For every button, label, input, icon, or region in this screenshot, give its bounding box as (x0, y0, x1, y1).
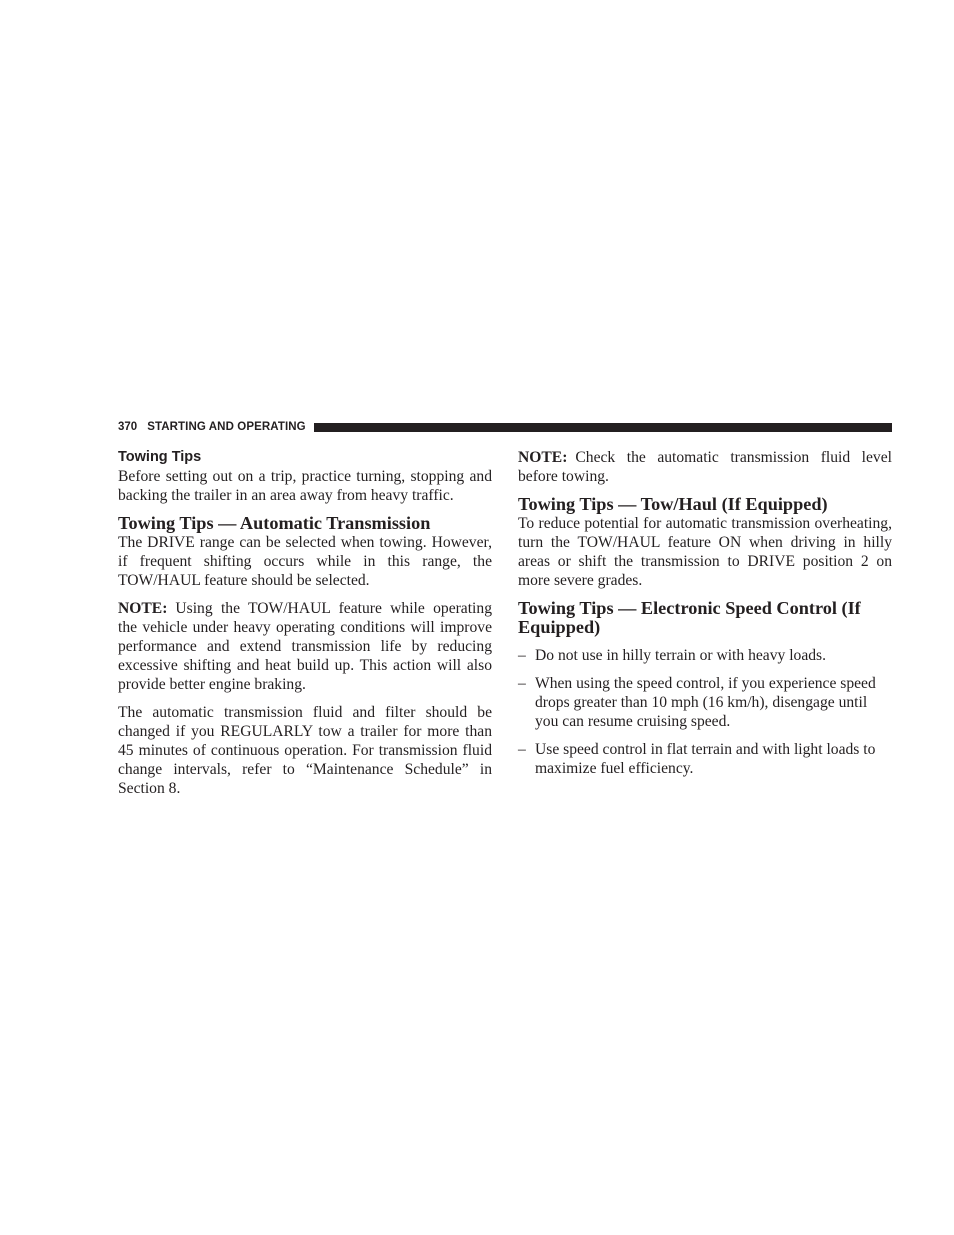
dash-bullet: – (518, 675, 526, 692)
list-item (518, 674, 892, 731)
note-text: Using the TOW/HAUL feature while operating the vehicle under heavy operating conditions will improve performance and extend transmission life by reducing excessive shifting and heat build up. This action will also provide better engine braking. (118, 600, 492, 693)
note-label: NOTE: (118, 600, 168, 617)
right-column (518, 448, 892, 787)
left-column (118, 448, 492, 807)
automatic-transmission-paragraph: The DRIVE range can be selected when towing. However, if frequent shifting occurs while in this range, the TOW/HAUL feature should be selected. (118, 534, 492, 589)
speed-control-heading: Towing Tips — Electronic Speed Control (If Equipped) (518, 598, 861, 637)
list-item (518, 646, 892, 665)
list-item (518, 740, 892, 778)
fluid-check-note (518, 448, 892, 486)
dash-bullet: – (518, 741, 526, 758)
note-text: Check the automatic transmission fluid level before towing. (518, 449, 892, 485)
note-label: NOTE: (518, 449, 568, 466)
automatic-transmission-heading: Towing Tips — Automatic Transmission (118, 513, 431, 533)
header-rule (314, 423, 892, 432)
section-title: STARTING AND OPERATING (147, 421, 306, 433)
tow-haul-note (118, 599, 492, 694)
speed-control-list (518, 646, 892, 778)
list-item-text: Do not use in hilly terrain or with heavy loads. (535, 647, 827, 664)
list-item-text: When using the speed control, if you experience speed drops greater than 10 mph (16 km/h), disengage until you can resume cruising speed. (535, 675, 876, 730)
tow-haul-heading: Towing Tips — Tow/Haul (If Equipped) (518, 494, 828, 514)
dash-bullet: – (518, 647, 526, 664)
list-item-text: Use speed control in flat terrain and with light loads to maximize fuel efficiency. (535, 741, 876, 777)
towing-tips-paragraph: Before setting out on a trip, practice turning, stopping and backing the trailer in an area away from heavy traffic. (118, 468, 492, 504)
fluid-change-paragraph: The automatic transmission fluid and filter should be changed if you REGULARLY tow a trailer for more than 45 minutes of continuous operation. For transmission fluid change intervals, refer to “Maintenance Schedule” in Section 8. (118, 704, 492, 797)
towing-tips-heading: Towing Tips (118, 449, 202, 465)
page-number: 370 (118, 421, 138, 433)
tow-haul-paragraph: To reduce potential for automatic transmission overheating, turn the TOW/HAUL feature ON when driving in hilly areas or shift the transmission to DRIVE position 2 on more severe grades. (518, 515, 892, 589)
page-header (118, 419, 892, 435)
